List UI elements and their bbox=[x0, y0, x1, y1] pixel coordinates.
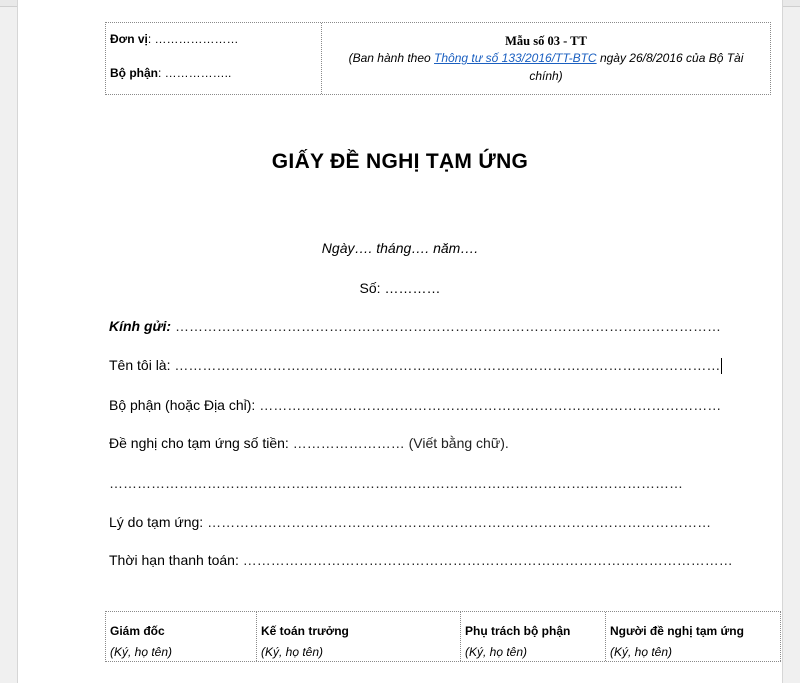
signature-role: Người đề nghị tạm ứng bbox=[610, 624, 744, 638]
signature-role: Giám đốc bbox=[110, 624, 165, 638]
circular-link[interactable]: Thông tư số 133/2016/TT-BTC bbox=[434, 51, 597, 66]
field-recipient[interactable] bbox=[109, 318, 721, 334]
field-dots: ……………………………………………………………………………………………………… bbox=[171, 318, 721, 334]
signature-hint: (Ký, họ tên) bbox=[261, 645, 324, 659]
field-amount[interactable] bbox=[109, 435, 509, 451]
field-dots: …………………………………………………………………………………………… bbox=[238, 552, 733, 568]
form-code: Mẫu số 03 - TT bbox=[505, 34, 587, 48]
field-label: Lý do tạm ứng: bbox=[109, 514, 204, 530]
number-line: Số: ………… bbox=[359, 280, 441, 296]
signature-hint: (Ký, họ tên) bbox=[610, 645, 673, 659]
field-label: Đề nghị cho tạm ứng số tiền: bbox=[109, 435, 289, 451]
field-label: Tên tôi là: bbox=[109, 357, 171, 373]
issued-suffix: ngày 26/8/2016 của Bộ Tài chính) bbox=[529, 51, 744, 83]
field-label: Thời hạn thanh toán: bbox=[109, 552, 239, 568]
field-dots: ……………………………………………………………………………………………………… bbox=[170, 357, 721, 373]
field-reason[interactable] bbox=[109, 514, 711, 530]
document-title: GIẤY ĐỀ NGHỊ TẠM ỨNG bbox=[271, 150, 529, 173]
signature-cell-requester[interactable] bbox=[606, 612, 781, 661]
header-right-cell bbox=[322, 23, 770, 94]
field-amount-words[interactable] bbox=[109, 475, 683, 491]
field-label: Bộ phận (hoặc Địa chỉ): bbox=[109, 397, 256, 413]
issued-by-note bbox=[322, 50, 770, 85]
signature-cell-department-head[interactable] bbox=[461, 612, 606, 661]
unit-label: Đơn vị bbox=[110, 32, 148, 46]
field-dots: …………………… (Viết bằng chữ). bbox=[288, 435, 509, 451]
unit-value: : ………………… bbox=[147, 32, 239, 46]
header-left-cell bbox=[106, 23, 322, 94]
field-name[interactable] bbox=[109, 357, 722, 374]
unit-line bbox=[110, 33, 321, 45]
field-dots: …………………………………………………………………………………………………………… bbox=[109, 475, 683, 491]
dept-line bbox=[110, 67, 321, 79]
dept-label: Bộ phận bbox=[110, 66, 158, 80]
signature-cell-chief-accountant[interactable] bbox=[257, 612, 461, 661]
signature-hint: (Ký, họ tên) bbox=[465, 645, 528, 659]
dept-value: : …………….. bbox=[158, 66, 232, 80]
date-line: Ngày…. tháng…. năm…. bbox=[321, 240, 479, 256]
signature-table bbox=[105, 611, 781, 662]
signature-role: Kế toán trưởng bbox=[261, 624, 349, 638]
issued-prefix: (Ban hành theo bbox=[348, 51, 435, 66]
field-payment-deadline[interactable] bbox=[109, 552, 733, 568]
document-page[interactable] bbox=[17, 0, 783, 683]
field-label: Kính gửi: bbox=[109, 318, 172, 334]
field-dots: ……………………………………………………………………………………… bbox=[255, 397, 722, 413]
signature-hint: (Ký, họ tên) bbox=[110, 645, 173, 659]
field-department[interactable] bbox=[109, 397, 721, 413]
field-dots: ……………………………………………………………………………………………… bbox=[203, 514, 712, 530]
signature-cell-director[interactable] bbox=[106, 612, 257, 661]
signature-role: Phụ trách bộ phận bbox=[465, 624, 571, 638]
header-table bbox=[105, 22, 771, 95]
text-cursor bbox=[721, 358, 722, 374]
